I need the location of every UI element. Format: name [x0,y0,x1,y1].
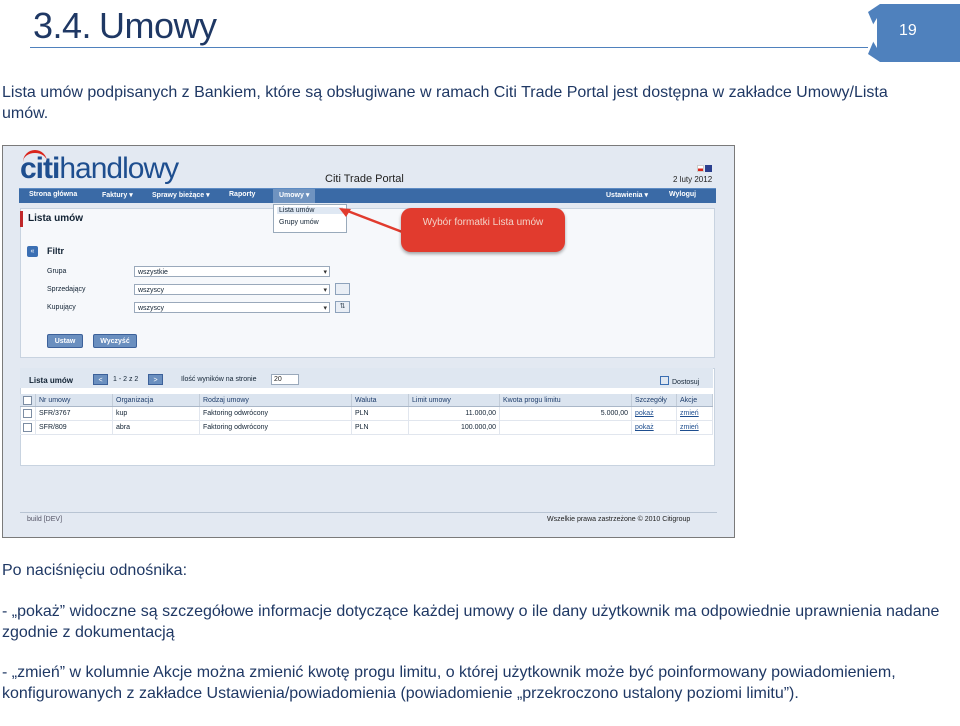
menu-umowy[interactable]: Umowy ▾ [273,189,315,203]
col-rodzaj[interactable]: Rodzaj umowy [200,394,352,407]
buyer-label: Kupujący [47,304,76,311]
group-label: Grupa [47,268,67,275]
filter-collapse-icon[interactable]: « [27,246,38,257]
footer-divider [20,512,717,513]
table-row: SFR/3767 kup Faktoring odwrócony PLN 11.000,00 5.000,00 pokaż zmień [20,407,713,421]
col-organizacja[interactable]: Organizacja [113,394,200,407]
pokaz-link[interactable]: pokaż [632,407,677,421]
seller-select[interactable]: wszyscy ▾ [134,284,330,295]
contract-table [20,394,713,435]
portal-date: 2 luty 2012 [673,175,713,184]
table-header-row [20,394,713,407]
section-title: Umowy [99,5,217,46]
main-menu [19,188,716,203]
section-number: 3.4. [33,5,92,46]
list-title: Lista umów [29,376,74,385]
next-page-button[interactable]: > [148,374,163,385]
apply-filter-button[interactable]: Ustaw [47,334,83,348]
seller-label: Sprzedający [47,286,86,293]
zmien-link[interactable]: zmień [677,407,713,421]
per-page-label: Ilość wyników na stronie [181,376,257,383]
customize-icon [660,376,669,385]
col-kwota-progu[interactable]: Kwota progu limitu [500,394,632,407]
menu-strona-glowna[interactable]: Strona główna [29,191,78,198]
col-akcje[interactable]: Akcje [677,394,713,407]
citi-handlowy-logo: citihandlowy [20,152,179,185]
clear-filter-button[interactable]: Wyczyść [93,334,137,348]
pokaz-link[interactable]: pokaż [632,421,677,435]
callout-bubble: Wybór formatki Lista umów [401,208,565,252]
row-checkbox[interactable] [20,407,36,421]
menu-sprawy-biezace[interactable]: Sprawy bieżące ▾ [152,192,210,199]
per-page-select[interactable]: 20 [271,374,299,385]
prev-page-button[interactable]: < [93,374,108,385]
menu-ustawienia[interactable]: Ustawienia ▾ [606,192,649,199]
table-row: SFR/809 abra Faktoring odwrócony PLN 100.000,00 pokaż zmień [20,421,713,435]
row-checkbox[interactable] [20,421,36,435]
customize-button[interactable]: Dostosuj [660,376,699,386]
col-szczegoly[interactable]: Szczegóły [632,394,677,407]
col-nr[interactable]: Nr umowy [36,394,113,407]
intro-text: Lista umów podpisanych z Bankiem, które są obsługiwane w ramach Citi Trade Portal jest dostępna w zakładce Umowy/Lista umów. [2,84,888,122]
flag-pl-icon [697,165,704,172]
after-click-text: Po naciśnięciu odnośnika: [2,562,188,579]
buyer-select[interactable]: wszyscy ▾ [134,302,330,313]
menu-raporty[interactable]: Raporty [229,191,256,198]
col-limit[interactable]: Limit umowy [409,394,500,407]
bullet-zmien: - „zmień” w kolumnie Akcje można zmienić kwotę progu limitu, o której użytkownik może być poinformowany powiadomieniem, konfigurowanych z zakładce Ustawienia/powiadomienia (powiadomienie „przekroczono ustalony poziomi limitu”). [2,664,896,702]
group-select[interactable]: wszystkie ▾ [134,266,330,277]
pager-text: 1 - 2 z 2 [113,376,139,383]
col-waluta[interactable]: Waluta [352,394,409,407]
dropdown-grupy-umow[interactable]: Grupy umów [279,219,319,226]
copyright-text: Wszelkie prawa zastrzeżone © 2010 Citigroup [547,516,691,523]
lista-umow-heading: Lista umów [20,208,140,228]
portal-title: Citi Trade Portal [325,173,404,185]
portal-screenshot [2,145,735,538]
flag-uk-icon [705,165,712,172]
select-all-header[interactable] [20,394,36,407]
bullet-pokaz: - „pokaż” widoczne są szczegółowe informacje dotyczące każdej umowy o ile dany użytkownik ma odpowiednie uprawnienia nadane zgodnie z dokumentacją [2,603,940,641]
dropdown-lista-umow[interactable]: Lista umów [277,207,343,214]
menu-wyloguj[interactable]: Wyloguj [669,191,697,198]
page-number: 19 [899,22,917,39]
menu-faktury[interactable]: Faktury ▾ [102,192,133,199]
filter-header: Filtr [47,246,64,256]
page-title [33,5,217,47]
title-rule [30,47,868,48]
zmien-link[interactable]: zmień [677,421,713,435]
language-flags[interactable] [697,165,713,172]
buyer-lookup-icon[interactable]: ⇅ [335,301,350,313]
build-label: build [DEV] [27,516,63,523]
